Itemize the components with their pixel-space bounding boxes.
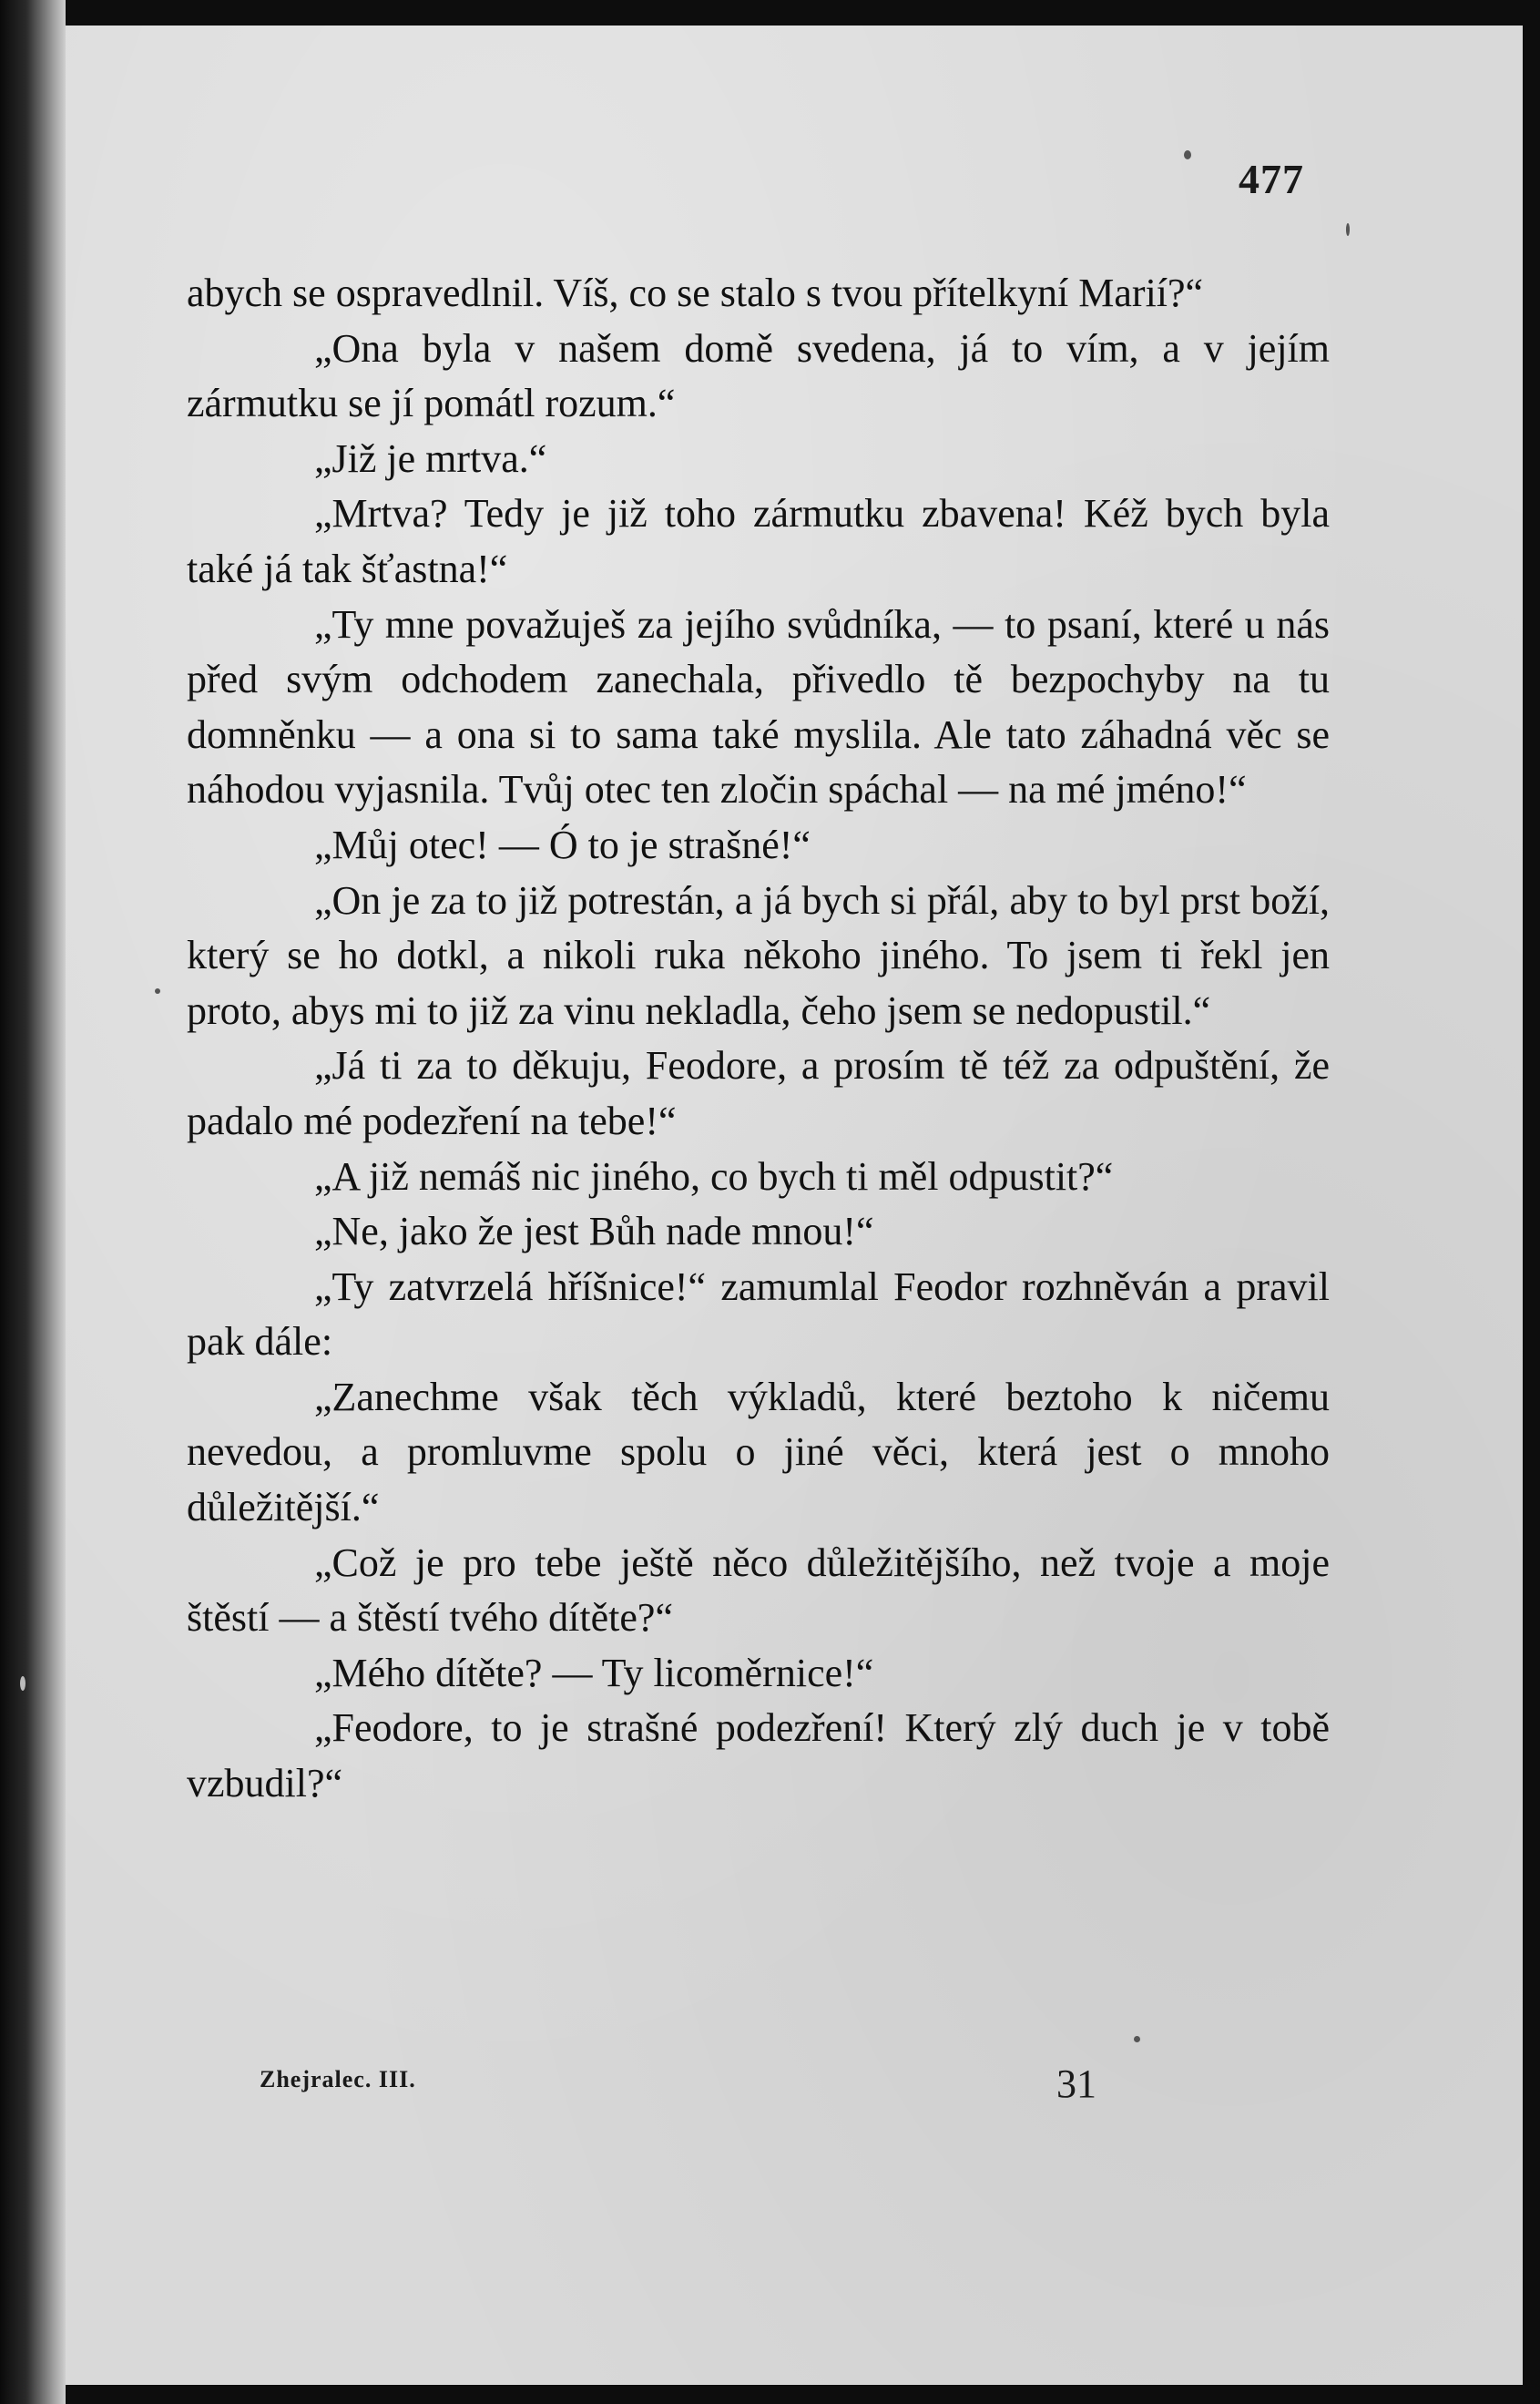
paragraph: „Mého dítěte? — Ty licoměrnice!“ <box>314 1650 874 1695</box>
paper-speck <box>1184 150 1191 159</box>
paper-speck <box>1134 2036 1140 2042</box>
paragraph: „Feodore, to je strašné podezření! Který zlý duch je v tobě vzbudil?“ <box>187 1705 1330 1806</box>
paragraph: „Ona byla v našem domě svedena, já to vím, a v jejím zármutku se jí pomátl rozum.“ <box>187 325 1330 426</box>
paragraph: „A již nemáš nic jiného, co bych ti měl odpustit?“ <box>314 1153 1114 1199</box>
paper-speck <box>155 988 160 994</box>
paragraph: „Můj otec! — Ó to je strašné!“ <box>314 822 811 867</box>
paper-speck <box>20 1676 25 1691</box>
paper-speck <box>1346 223 1350 236</box>
paragraph: „Zanechme však těch výkladů, které beztoho k ničemu nevedou, a promluvme spolu o jiné věci, která jest o mnoho důležitější.“ <box>187 1374 1330 1530</box>
paragraph: „Což je pro tebe ještě něco důležitějšího, než tvoje a moje štěstí — a štěstí tvého dítěte?“ <box>187 1540 1330 1641</box>
paragraph: „Ty mne považuješ za jejího svůdníka, — to psaní, které u nás před svým odchodem zanechala, přivedlo tě bezpochyby na tu domněnku — a ona si to sama také myslila. Ale tato záhadná věc se náhodou vyjasnila. Tvůj otec ten zločin spáchal — na mé jméno!“ <box>187 601 1330 813</box>
paragraph: „Mrtva? Tedy je již toho zármutku zbavena! Kéž bych byla také já tak šťastna!“ <box>187 491 1330 591</box>
paragraph: „Ty zatvrzelá hříšnice!“ zamumlal Feodor rozhněván a pravil pak dále: <box>187 1263 1330 1365</box>
book-spine-shadow <box>0 0 66 2404</box>
paragraph: „Ne, jako že jest Bůh nade mnou!“ <box>314 1209 874 1254</box>
page-number: 477 <box>1239 156 1304 202</box>
paragraph: „Již je mrtva.“ <box>314 435 547 481</box>
sheet-number: 31 <box>1056 2061 1096 2106</box>
paragraph: abych se ospravedlnil. Víš, co se stalo s tvou přítelkyní Marií?“ <box>187 271 1204 315</box>
printer-signature: Zhejralec. III. <box>260 2066 416 2092</box>
paragraph: „Já ti za to děkuju, Feodore, a prosím tě též za odpuštění, že padalo mé podezření na tebe!“ <box>187 1043 1330 1143</box>
body-text <box>187 266 1330 1812</box>
paragraph: „On je za to již potrestán, a já bych si přál, aby to byl prst boží, který se ho dotkl, a nikoli ruka někoho jiného. To jsem ti řekl jen proto, abys mi to již za vinu nekladla, čeho jsem se nedopustil.“ <box>187 877 1330 1033</box>
